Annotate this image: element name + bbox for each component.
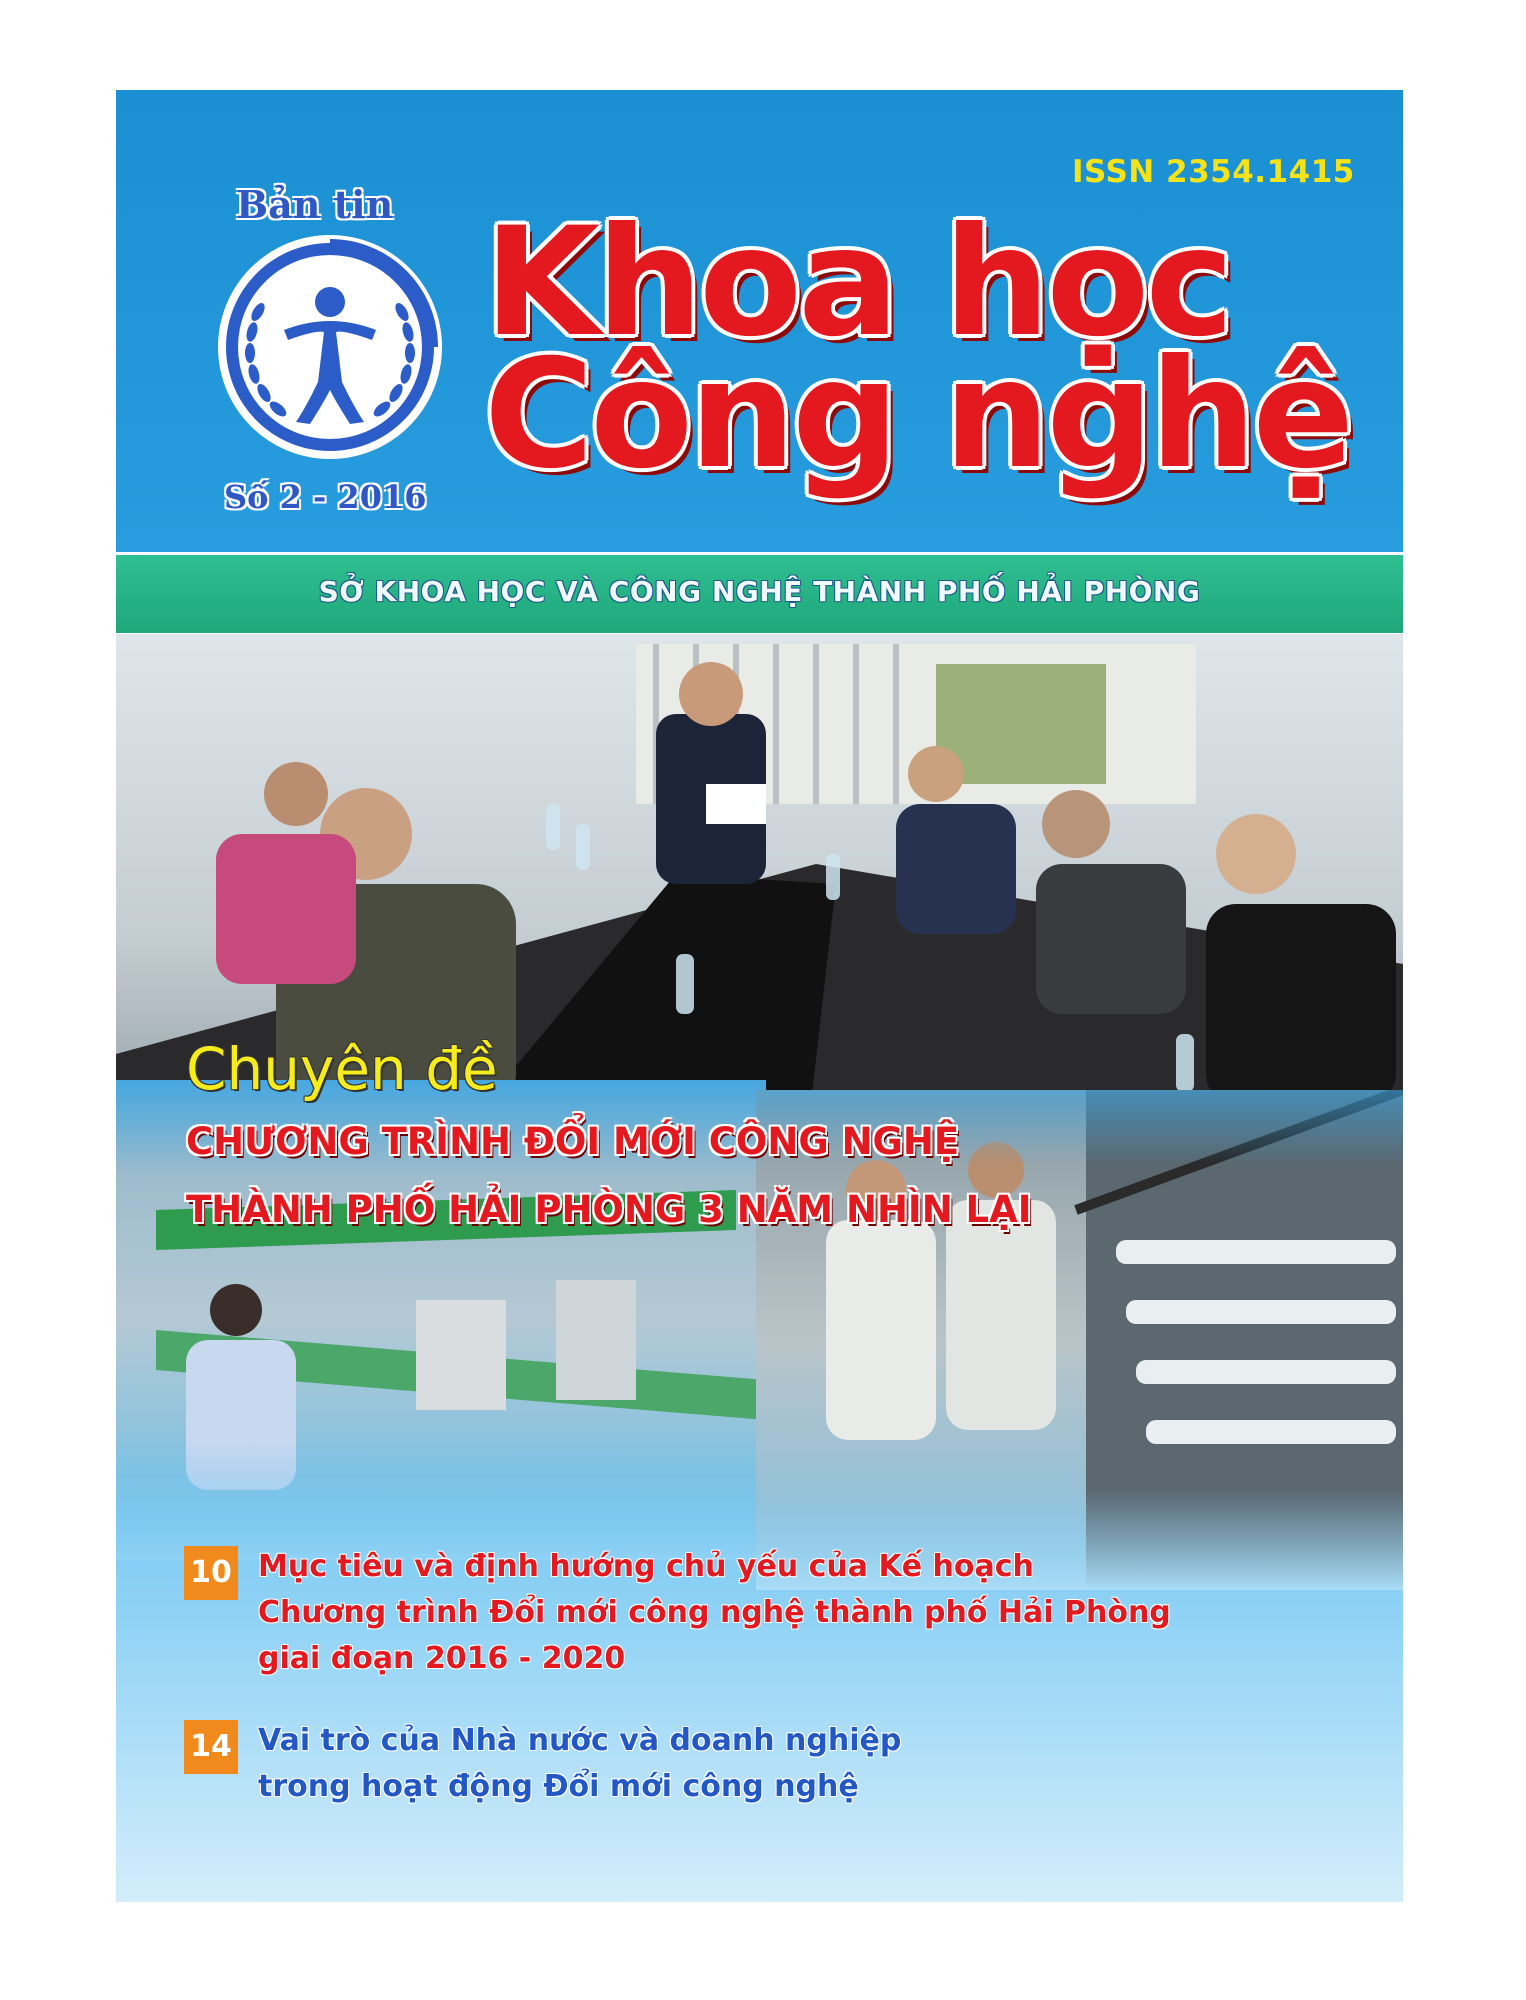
- publisher-name: SỞ KHOA HỌC VÀ CÔNG NGHỆ THÀNH PHỐ HẢI PHÒNG: [318, 575, 1201, 608]
- textile-factory-photo: [756, 1090, 1403, 1590]
- issn-label: ISSN 2354.1415: [1072, 154, 1355, 190]
- emblem-logo-icon: [214, 232, 446, 462]
- feature-label: Chuyên đề: [186, 1035, 498, 1103]
- article-title-line: giai đoạn 2016 - 2020: [258, 1641, 626, 1676]
- article-title: [258, 1718, 901, 1810]
- masthead-title-line2: Công nghệ: [484, 328, 1351, 502]
- magazine-cover: [116, 90, 1403, 1902]
- article-title: [258, 1544, 1171, 1682]
- feature-headline-line1: CHƯƠNG TRÌNH ĐỔI MỚI CÔNG NGHỆ: [186, 1120, 960, 1163]
- article-title-line: Mục tiêu và định hướng chủ yếu của Kế hoạch: [258, 1549, 1034, 1584]
- ban-tin-label: Bản tin: [236, 182, 394, 227]
- article-title-line: Chương trình Đổi mới công nghệ thành phố Hải Phòng: [258, 1595, 1171, 1630]
- issue-number: Số 2 - 2016: [224, 478, 427, 516]
- article-title-line: trong hoạt động Đổi mới công nghệ: [258, 1769, 859, 1804]
- publisher-band: [116, 552, 1403, 636]
- feature-headline-line2: THÀNH PHỐ HẢI PHÒNG 3 NĂM NHÌN LẠI: [186, 1188, 1032, 1231]
- article-page-number: 10: [184, 1546, 238, 1600]
- masthead-title-line1: Khoa học: [484, 196, 1231, 370]
- article-title-line: Vai trò của Nhà nước và doanh nghiệp: [258, 1723, 902, 1758]
- article-page-number: 14: [184, 1720, 238, 1774]
